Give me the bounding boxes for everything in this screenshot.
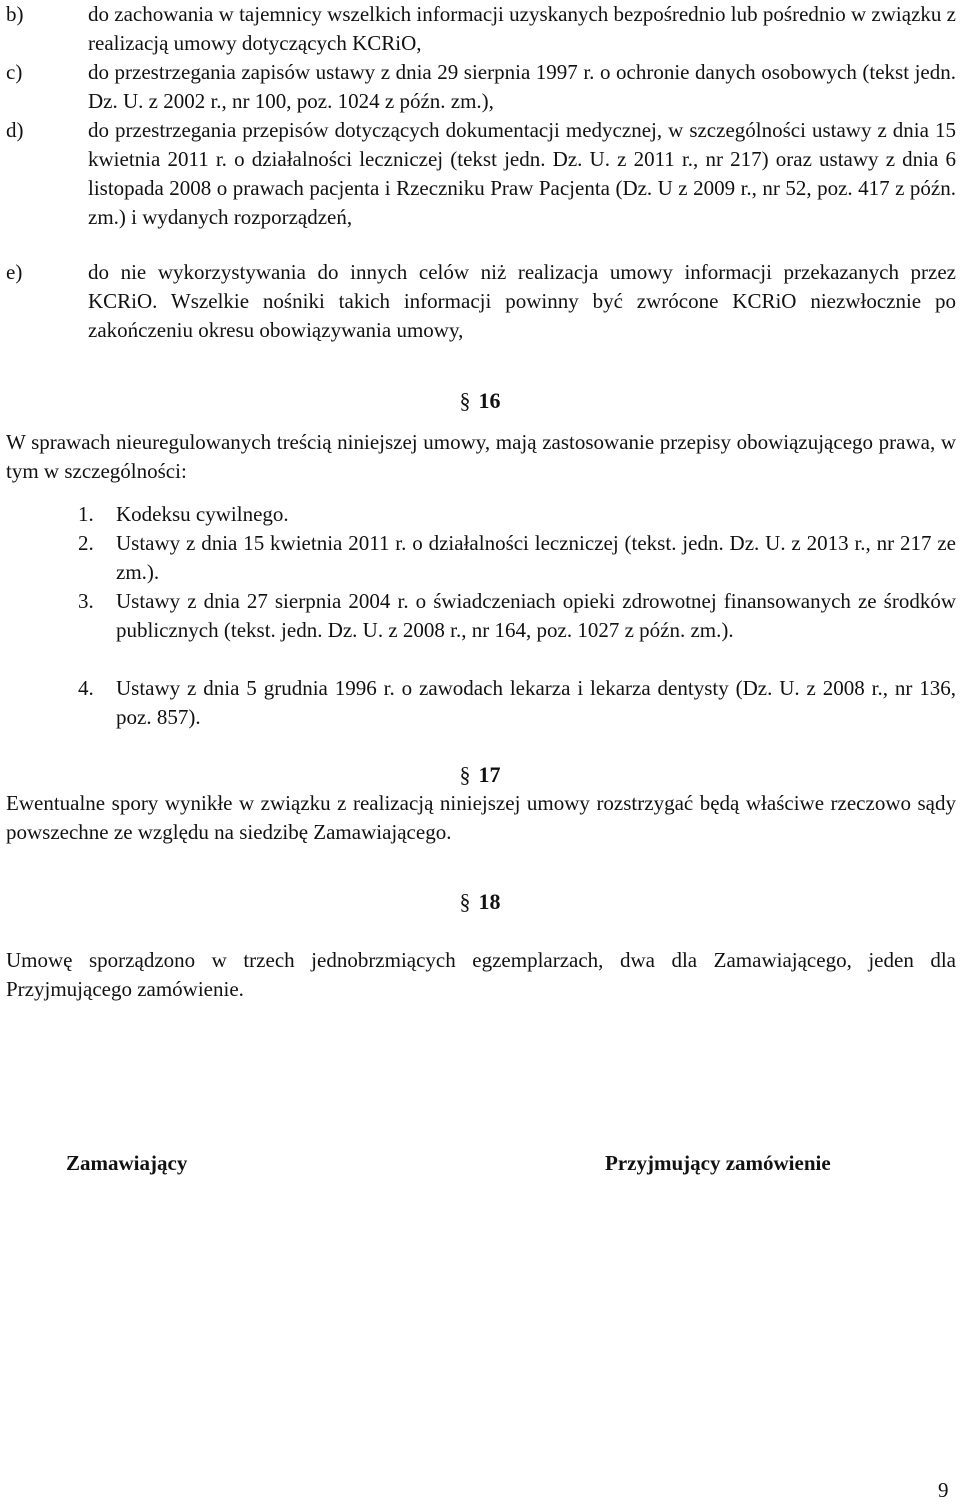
section-16-item-1 [78,500,956,529]
list-marker: 1. [78,502,94,526]
paragraph-sign: § [459,762,471,787]
list-item-text: Ustawy z dnia 27 sierpnia 2004 r. o świadczeniach opieki zdrowotnej finansowanych ze środków publicznych (tekst. jedn. Dz. U. z 2008 r., nr 164, poz. 1027 z późn. zm.). [116,589,956,642]
list-item-text: Ustawy z dnia 15 kwietnia 2011 r. o działalności leczniczej (tekst. jedn. Dz. U. z 2013 r., nr 217 ze zm.). [116,531,956,584]
paragraph-sign: § [459,388,471,413]
list-item-text: Ustawy z dnia 5 grudnia 1996 r. o zawodach lekarza i lekarza dentysty (Dz. U. z 2008 r., nr 136, poz. 857). [116,676,956,729]
list-item-b [6,0,956,58]
list-item-text: do nie wykorzystywania do innych celów niż realizacja umowy informacji przekazanych przez KCRiO. Wszelkie nośniki takich informacji powinny być zwrócone KCRiO niezwłocznie po zakończeniu okresu obowiązywania umowy, [88,260,956,342]
section-number: 18 [478,889,501,914]
list-item-text: do przestrzegania zapisów ustawy z dnia 29 sierpnia 1997 r. o ochronie danych osobowych (tekst jedn. Dz. U. z 2002 r., nr 100, poz. 1024 z późn. zm.), [88,60,956,113]
list-item-d [6,116,956,232]
list-marker: d) [6,118,24,142]
list-marker: b) [6,2,24,26]
list-marker: 4. [78,676,94,700]
list-marker: 3. [78,589,94,613]
list-marker: 2. [78,531,94,555]
section-16-heading [0,386,960,415]
section-16-intro: W sprawach nieuregulowanych treścią niniejszej umowy, mają zastosowanie przepisy obowiązującego prawa, w tym w szczególności: [6,430,956,483]
list-item-text: Kodeksu cywilnego. [116,502,289,526]
list-item-e [6,258,956,345]
list-marker: e) [6,260,23,284]
section-number: 17 [478,762,501,787]
section-16-item-4 [78,674,956,732]
section-16-item-2 [78,529,956,587]
list-item-text: do przestrzegania przepisów dotyczących dokumentacji medycznej, w szczególności ustawy z dnia 15 kwietnia 2011 r. o działalności leczniczej (tekst jedn. Dz. U. z 2011 r., nr 217) oraz ustawy z dnia 6 listopada 2008 o prawach pacjenta i Rzeczniku Praw Pacjenta (Dz. U z 2009 r., nr 52, poz. 417 z późn. zm.) i wydanych rozporządzeń, [88,118,956,229]
signature-contractor: Przyjmujący zamówienie [605,1151,831,1175]
list-item-c [6,58,956,116]
paragraph-sign: § [459,889,471,914]
section-16-item-3 [78,587,956,645]
section-18-text: Umowę sporządzono w trzech jednobrzmiących egzemplarzach, dwa dla Zamawiającego, jeden dla Przyjmującego zamówienie. [6,948,956,1001]
section-17-text: Ewentualne spory wynikłe w związku z realizacją niniejszej umowy rozstrzygać będą właściwe rzeczowo sądy powszechne ze względu na siedzibę Zamawiającego. [6,791,956,844]
page-number: 9 [938,1478,949,1502]
section-17-heading [0,760,960,789]
list-marker: c) [6,60,23,84]
signature-client: Zamawiający [66,1151,188,1175]
section-18-heading [0,887,960,916]
list-item-text: do zachowania w tajemnicy wszelkich informacji uzyskanych bezpośrednio lub pośrednio w związku z realizacją umowy dotyczących KCRiO, [88,2,956,55]
section-number: 16 [478,388,501,413]
